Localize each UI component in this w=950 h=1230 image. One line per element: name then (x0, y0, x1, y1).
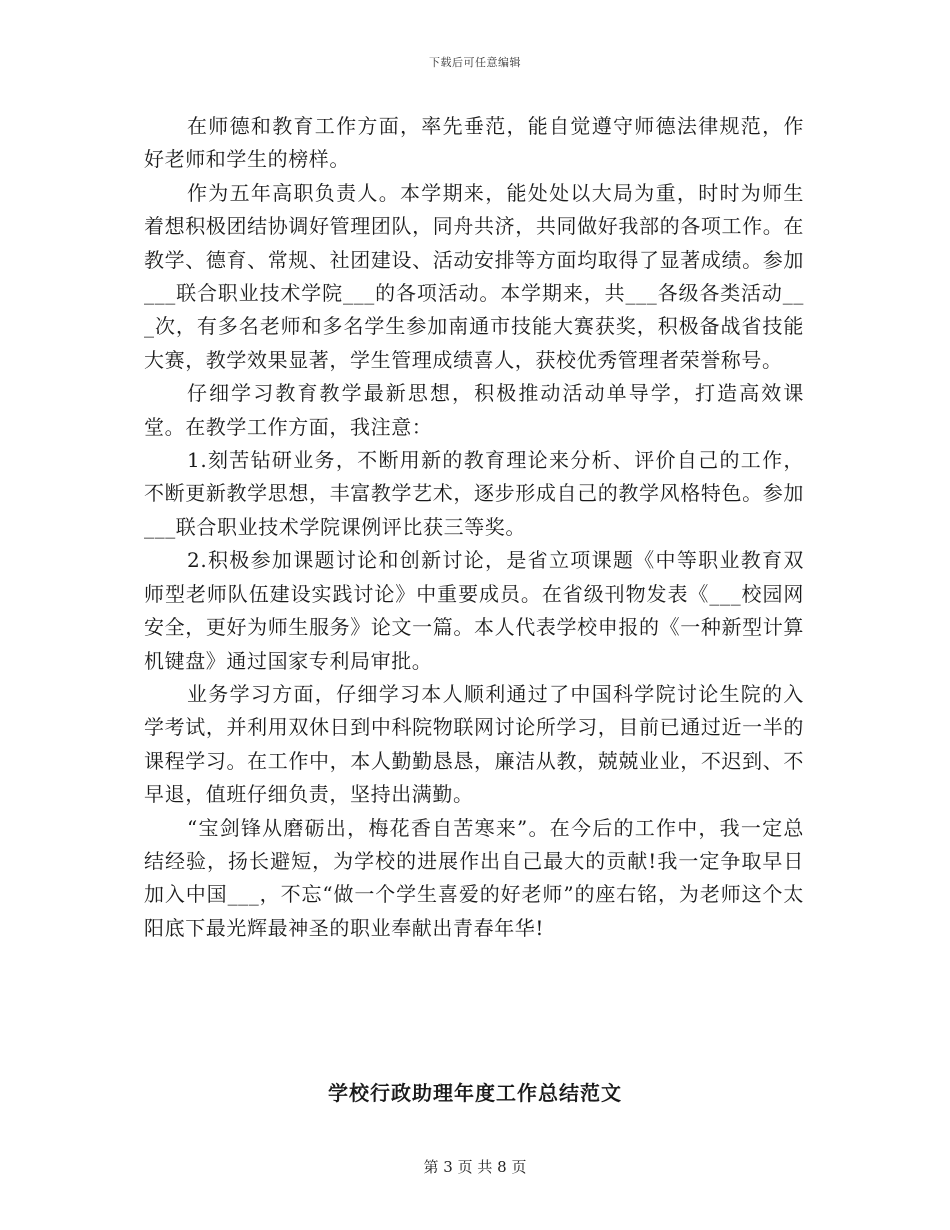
paragraph-6: 业务学习方面，仔细学习本人顺利通过了中国科学院讨论生院的入学考试，并利用双休日到中科院物联网讨论所学习，目前已通过近一半的课程学习。在工作中，本人勤勤恳恳，廉洁从教，兢兢业业，不迟到、不早退，值班仔细负责，坚持出满勤。 (144, 681, 804, 807)
page-footer: 第 3 页 共 8 页 (423, 1158, 527, 1176)
section-title: 学校行政助理年度工作总结范文 (328, 1081, 622, 1105)
document-body (144, 110, 804, 945)
paragraph-5: 2.积极参加课题讨论和创新讨论，是省立项课题《中等职业教育双师型老师队伍建设实践讨论》中重要成员。在省级刊物发表《___校园网安全，更好为师生服务》论文一篇。本人代表学校申报的《一种新型计算机键盘》通过国家专利局审批。 (144, 548, 804, 673)
paragraph-4: 1.刻苦钻研业务，不断用新的教育理论来分析、评价自己的工作，不断更新教学思想，丰富教学艺术，逐步形成自己的教学风格特色。参加___联合职业技术学院课例评比获三等奖。 (144, 448, 804, 539)
paragraph-3: 仔细学习教育教学最新思想，积极推动活动单导学，打造高效课堂。在教学工作方面，我注意： (144, 381, 804, 439)
page-header-note: 下载后可任意编辑 (429, 56, 521, 69)
paragraph-1: 在师德和教育工作方面，率先垂范，能自觉遵守师德法律规范，作好老师和学生的榜样。 (144, 114, 804, 172)
paragraph-2: 作为五年高职负责人。本学期来，能处处以大局为重，时时为师生着想积极团结协调好管理团队，同舟共济，共同做好我部的各项工作。在教学、德育、常规、社团建设、活动安排等方面均取得了显著成绩。参加___联合职业技术学院___的各项活动。本学期来，共___各级各类活动___次，有多名老师和多名学生参加南通市技能大赛获奖，积极备战省技能大赛，教学效果显著，学生管理成绩喜人，获校优秀管理者荣誉称号。 (144, 180, 804, 372)
paragraph-7: “宝剑锋从磨砺出，梅花香自苦寒来”。在今后的工作中，我一定总结经验，扬长避短，为学校的进展作出自己最大的贡献!我一定争取早日加入中国___，不忘“做一个学生喜爱的好老师”的座右铭，为老师这个太阳底下最光辉最神圣的职业奉献出青春年华! (144, 815, 804, 940)
